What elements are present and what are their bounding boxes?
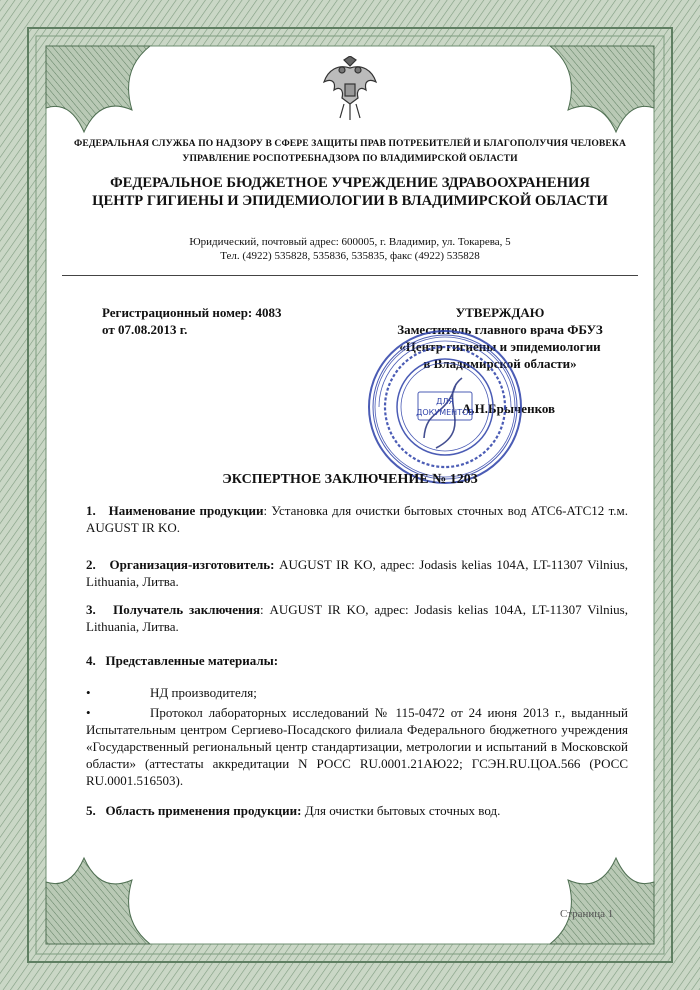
- approver-position-line-3: в Владимирской области»: [423, 356, 577, 371]
- bullet-icon: •: [86, 705, 91, 720]
- organization-name-line-1: ФЕДЕРАЛЬНОЕ БЮДЖЕТНОЕ УЧРЕЖДЕНИЕ ЗДРАВООХРАНЕНИЯ: [110, 175, 590, 191]
- materials-item-2: [86, 704, 628, 789]
- section-label: Организация-изготовитель:: [109, 557, 275, 572]
- page-number: Страница 1: [560, 908, 614, 920]
- organization-phones: Тел. (4922) 535828, 535836, 535835, факс (4922) 535828: [220, 250, 480, 262]
- section-value: Для очистки бытовых сточных вод.: [304, 803, 501, 818]
- section-manufacturer: 2. Организация-изготовитель: AUGUST IR KO, адрес: Jodasis kelias 104A, LT-11307 Vilnius, Lithuania, Литва.: [86, 557, 628, 589]
- organization-address: Юридический, почтовый адрес: 600005, г. Владимир, ул. Токарева, 5: [189, 236, 511, 248]
- bullet-icon: •: [86, 685, 91, 700]
- materials-item-1: [86, 684, 628, 701]
- stamp-text-1: ДЛЯ: [436, 397, 454, 406]
- approver-position-line-2: «Центр гигиены и эпидемиологии: [399, 339, 601, 354]
- document-title: ЭКСПЕРТНОЕ ЗАКЛЮЧЕНИЕ № 1203: [222, 472, 478, 487]
- stamp-text-2: ДОКУМЕНТОВ: [416, 408, 474, 417]
- section-value: Установка для очистки бытовых сточных вод АТС6-АТС12 т.м. AUGUST IR KO.: [86, 503, 628, 535]
- section-label: Область применения продукции:: [105, 803, 302, 818]
- approver-position-line-1: Заместитель главного врача ФБУЗ: [397, 322, 603, 337]
- section-label: Наименование продукции: [108, 503, 264, 518]
- section-value: AUGUST IR KO, адрес: Jodasis kelias 104A, LT-11307 Vilnius, Lithuania, Литва.: [86, 557, 628, 589]
- agency-line-2: УПРАВЛЕНИЕ РОСПОТРЕБНАДЗОРА ПО ВЛАДИМИРСКОЙ ОБЛАСТИ: [182, 153, 518, 164]
- coat-of-arms-emblem: [318, 56, 382, 122]
- approval-heading: УТВЕРЖДАЮ: [455, 305, 545, 320]
- section-materials: 4. Представленные материалы:: [86, 653, 279, 668]
- registration-date: от 07.08.2013 г.: [102, 322, 188, 337]
- section-product-name: 1. Наименование продукции: Установка для очистки бытовых сточных вод АТС6-АТС12 т.м. AUGUST IR KO.: [86, 503, 628, 535]
- section-application-area: 5. Область применения продукции: Для очистки бытовых сточных вод.: [86, 803, 501, 818]
- section-label: Получатель заключения: [113, 602, 261, 617]
- official-stamp: [366, 328, 524, 486]
- section-recipient: 3. Получатель заключения: AUGUST IR KO, адрес: Jodasis kelias 104A, LT-11307 Vilnius, Lithuania, Литва.: [86, 602, 628, 634]
- materials-text: НД производителя;: [150, 685, 257, 700]
- header-divider: [62, 275, 638, 276]
- registration-block: [102, 304, 282, 338]
- signatory-name: А.Н.Брыченков: [462, 401, 556, 416]
- registration-number: Регистрационный номер: 4083: [102, 305, 282, 320]
- document-content: [62, 56, 638, 936]
- agency-line-1: ФЕДЕРАЛЬНАЯ СЛУЖБА ПО НАДЗОРУ В СФЕРЕ ЗАЩИТЫ ПРАВ ПОТРЕБИТЕЛЕЙ И БЛАГОПОЛУЧИЯ ЧЕЛОВЕКА: [73, 138, 626, 149]
- section-value: AUGUST IR KO, адрес: Jodasis kelias 104A, LT-11307 Vilnius, Lithuania, Литва.: [86, 602, 628, 634]
- section-label: Представленные материалы:: [105, 653, 279, 668]
- organization-name-line-2: ЦЕНТР ГИГИЕНЫ И ЭПИДЕМИОЛОГИИ В ВЛАДИМИРСКОЙ ОБЛАСТИ: [92, 193, 608, 209]
- materials-text: Протокол лабораторных исследований № 115-0472 от 24 июня 2013 г., выданный Испытательным центром Сергиево-Посадского филиала Федерального бюджетного учреждения «Государственный региональный центр стандартизации, метрологии и испытаний в Московской области» (аттестаты аккредитации N РОСС RU.0001.21АЮ22; ГСЭН.RU.ЦОА.566 (РОСС RU.0001.516503).: [86, 705, 628, 788]
